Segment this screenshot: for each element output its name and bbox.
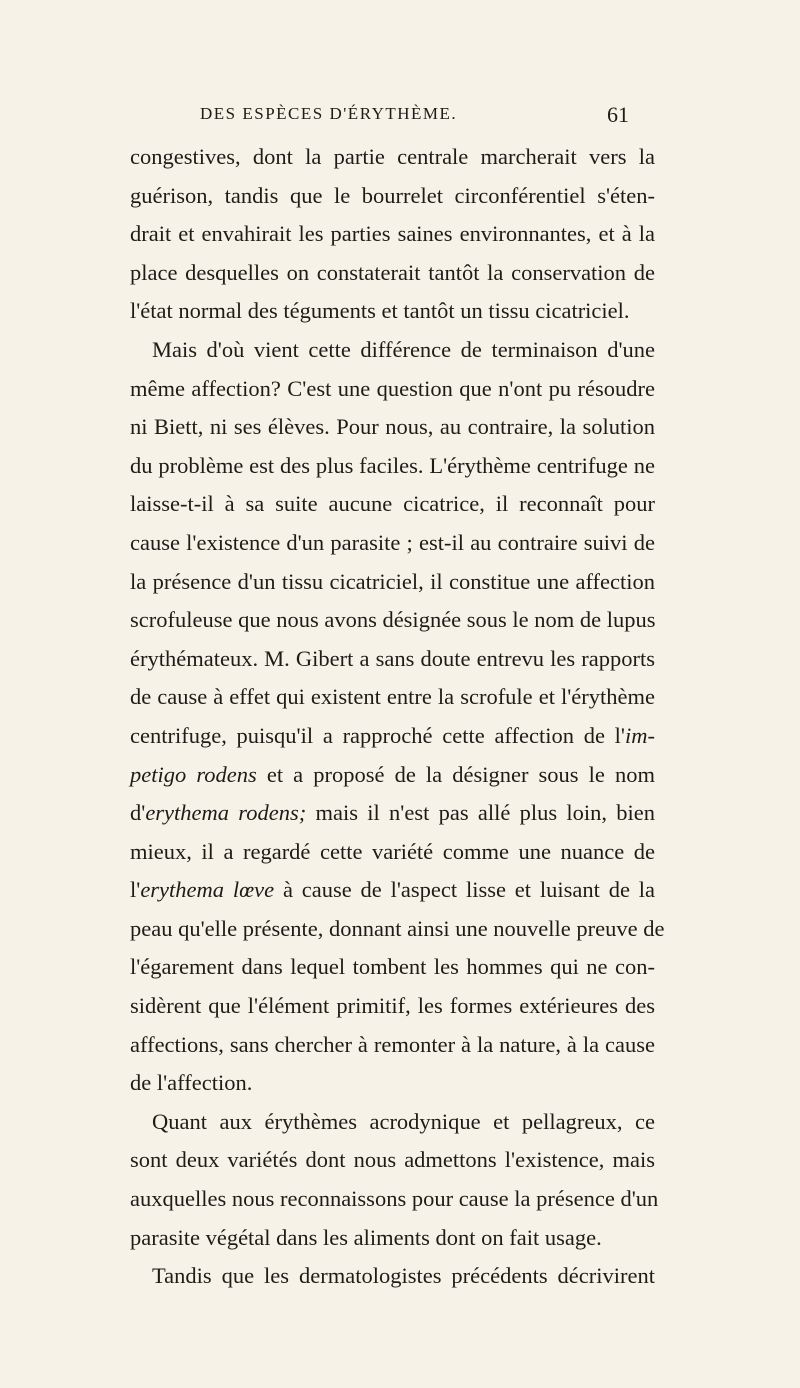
text-line: guérison, tandis que le bourrelet circonférentiel s'éten-	[130, 182, 655, 208]
text-line: affections, sans chercher à remonter à la nature, à la cause	[130, 1031, 655, 1057]
text-line: du problème est des plus faciles. L'érythème centrifuge ne	[130, 452, 655, 478]
paragraph-3	[130, 1103, 659, 1257]
text-line: érythémateux. M. Gibert a sans doute entrevu les rapports	[130, 645, 655, 671]
text-line: Tandis que les dermatologistes précédents décrivirent	[152, 1263, 655, 1289]
text-line: cause l'existence d'un parasite ; est-il au contraire suivi de	[130, 529, 655, 555]
paragraph-2	[130, 331, 665, 1103]
text-line-with-italic	[130, 794, 655, 833]
text-line: l'égarement dans lequel tombent les hommes qui ne con-	[130, 954, 655, 980]
paragraph-4	[130, 1257, 655, 1296]
text-line-with-italic	[130, 871, 655, 910]
text-run: à cause de l'aspect lisse et luisant de la	[282, 877, 656, 903]
text-line: sont deux variétés dont nous admettons l'existence, mais	[130, 1147, 655, 1173]
text-line: Quant aux érythèmes acrodynique et pellagreux, ce	[152, 1108, 655, 1134]
italic-run: erythema rodens;	[145, 800, 307, 826]
text-line: même affection? C'est une question que n'ont pu résoudre	[130, 375, 655, 401]
text-line: laisse-t-il à sa suite aucune cicatrice, il reconnaît pour	[130, 491, 655, 517]
text-line: de l'affection.	[130, 1070, 253, 1096]
text-line: sidèrent que l'élément primitif, les formes extérieures des	[130, 993, 655, 1019]
text-line: drait et envahirait les parties saines environnantes, et à la	[130, 221, 655, 247]
text-line-with-italic	[130, 756, 655, 795]
running-title: DES ESPÈCES D'ÉRYTHÈME.	[200, 104, 458, 123]
running-header	[0, 104, 800, 134]
text-run: d'	[130, 800, 146, 826]
text-line: parasite végétal dans les aliments dont on fait usage.	[130, 1224, 602, 1250]
body-text	[130, 138, 665, 1296]
text-line: Mais d'où vient cette différence de terminaison d'une	[152, 336, 655, 362]
text-line: place desquelles on constaterait tantôt la conservation de	[130, 259, 655, 285]
text-line: ni Biett, ni ses élèves. Pour nous, au contraire, la solution	[130, 414, 655, 440]
text-run: et a proposé de la désigner sous le nom	[266, 761, 655, 787]
page-number: 61	[607, 102, 629, 127]
text-run: mais il n'est pas allé plus loin, bien	[315, 800, 656, 826]
text-run: l'	[130, 877, 141, 903]
text-line-with-italic	[130, 717, 655, 756]
paragraph-1	[130, 138, 655, 331]
text-run: centrifuge, puisqu'il a rapproché cette affection de l'	[130, 722, 625, 748]
text-line: scrofuleuse que nous avons désignée sous le nom de lupus	[130, 607, 656, 633]
text-line: mieux, il a regardé cette variété comme une nuance de	[130, 838, 655, 864]
text-line: l'état normal des téguments et tantôt un tissu cicatriciel.	[130, 298, 630, 324]
text-line: auxquelles nous reconnaissons pour cause la présence d'un	[130, 1186, 659, 1212]
italic-run: erythema lœve	[140, 877, 275, 903]
text-line: de cause à effet qui existent entre la scrofule et l'érythème	[130, 684, 655, 710]
text-line: la présence d'un tissu cicatriciel, il constitue une affection	[130, 568, 655, 594]
text-line: peau qu'elle présente, donnant ainsi une nouvelle preuve de	[130, 915, 665, 941]
text-line: congestives, dont la partie centrale marcherait vers la	[130, 144, 655, 169]
italic-run: petigo rodens	[130, 761, 257, 787]
italic-run: im-	[625, 722, 655, 748]
